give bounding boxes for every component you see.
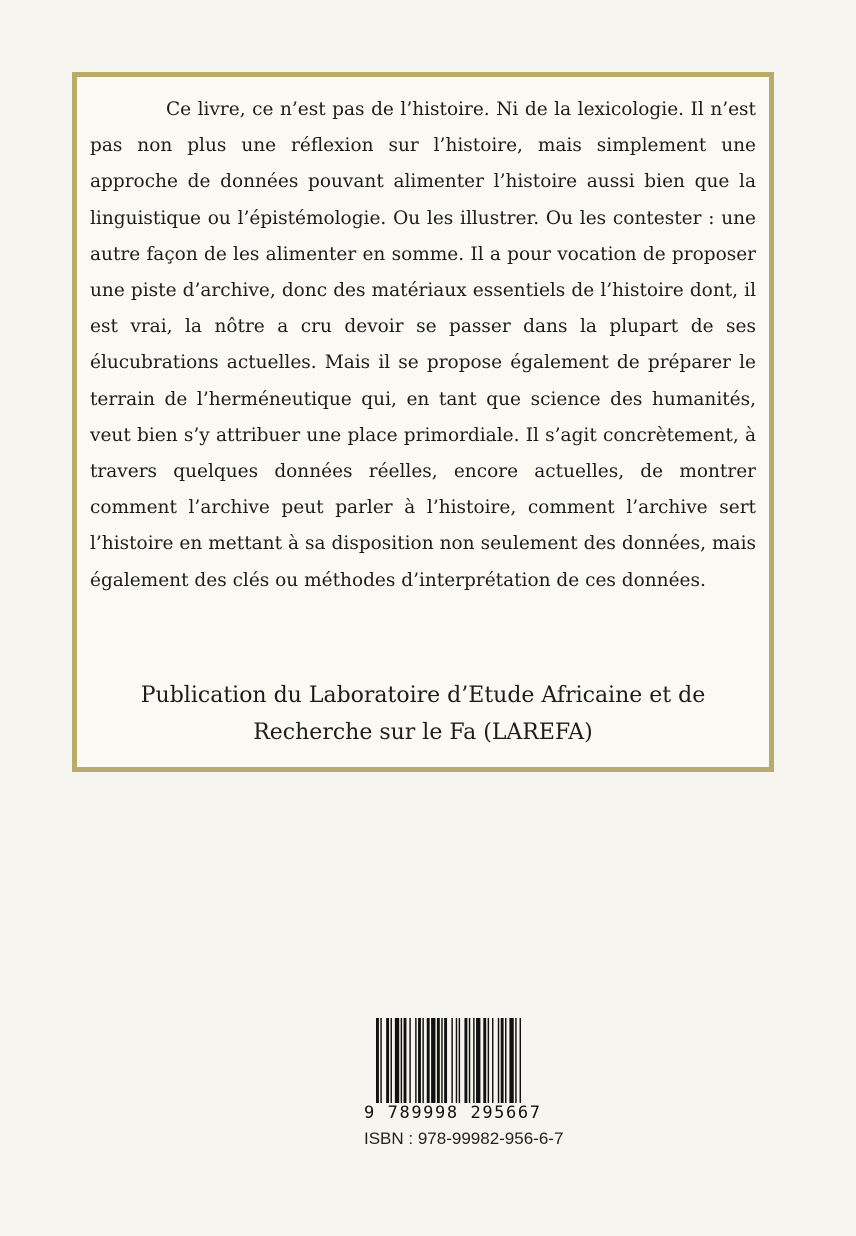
barcode-bar xyxy=(459,1018,460,1106)
barcode-bar xyxy=(415,1018,416,1106)
barcode-bar xyxy=(464,1018,467,1106)
barcode-bar xyxy=(476,1018,480,1106)
barcode-bar xyxy=(422,1018,423,1106)
barcode-bar xyxy=(501,1018,504,1106)
blurb-frame xyxy=(72,72,774,772)
barcode-bar xyxy=(431,1018,435,1106)
barcode-bar xyxy=(437,1018,440,1106)
barcode-bar xyxy=(498,1018,499,1106)
barcode-bar xyxy=(409,1018,410,1106)
barcode-bar xyxy=(395,1018,399,1106)
barcode-bar xyxy=(404,1018,407,1106)
barcode-bar xyxy=(509,1018,513,1106)
barcode-bar xyxy=(401,1018,402,1106)
barcode-bar xyxy=(444,1018,447,1106)
barcode-bar xyxy=(386,1018,389,1106)
barcode-bar xyxy=(505,1018,506,1106)
barcode-bar xyxy=(427,1018,430,1106)
blurb-text: Ce livre, ce n’est pas de l’histoire. Ni de la lexicologie. Il n’est pas non plus une réflexion sur l’histoire, mais simplement une approche de données pouvant alimenter l’histoire aussi bien que la linguistique ou l’épistémologie. Ou les illustrer. Ou les contester : une autre façon de les alimenter en somme. Il a pour vocation de proposer une piste d’archive, donc des matériaux essentiels de l’histoire dont, il est vrai, la nôtre a cru devoir se passer dans la plupart de ses élucubrations actuelles. Mais il se propose également de préparer le terrain de l’herméneutique qui, en tant que science des humanités, veut bien s’y attribuer une place primordiale. Il s’agit concrètement, à travers quelques données réelles, encore actuelles, de montrer comment l’archive peut parler à l’histoire, comment l’archive sert l’histoire en mettant à sa disposition non seulement des données, mais également des clés ou méthodes d’interprétation de ces données. xyxy=(90,99,756,591)
barcode-bar xyxy=(488,1018,489,1106)
barcode-bar xyxy=(473,1018,474,1106)
barcode-bar xyxy=(515,1018,516,1106)
publisher-line-2: Recherche sur le Fa (LAREFA) xyxy=(253,720,593,745)
barcode-bar xyxy=(441,1018,442,1106)
isbn-label: ISBN : 978-99982-956-6-7 xyxy=(364,1129,564,1148)
barcode-block xyxy=(362,1018,582,1148)
barcode-digits: 9 789998 295667 xyxy=(364,1103,564,1123)
publisher-line-1: Publication du Laboratoire d’Etude Africaine et de xyxy=(140,683,706,708)
barcode-bar xyxy=(456,1018,457,1106)
barcode-bar xyxy=(492,1018,493,1106)
publisher-statement xyxy=(77,677,769,751)
barcode-bar xyxy=(469,1018,470,1106)
barcode-bar xyxy=(483,1018,486,1106)
barcode-bar xyxy=(418,1018,421,1106)
barcode-bar xyxy=(391,1018,392,1106)
